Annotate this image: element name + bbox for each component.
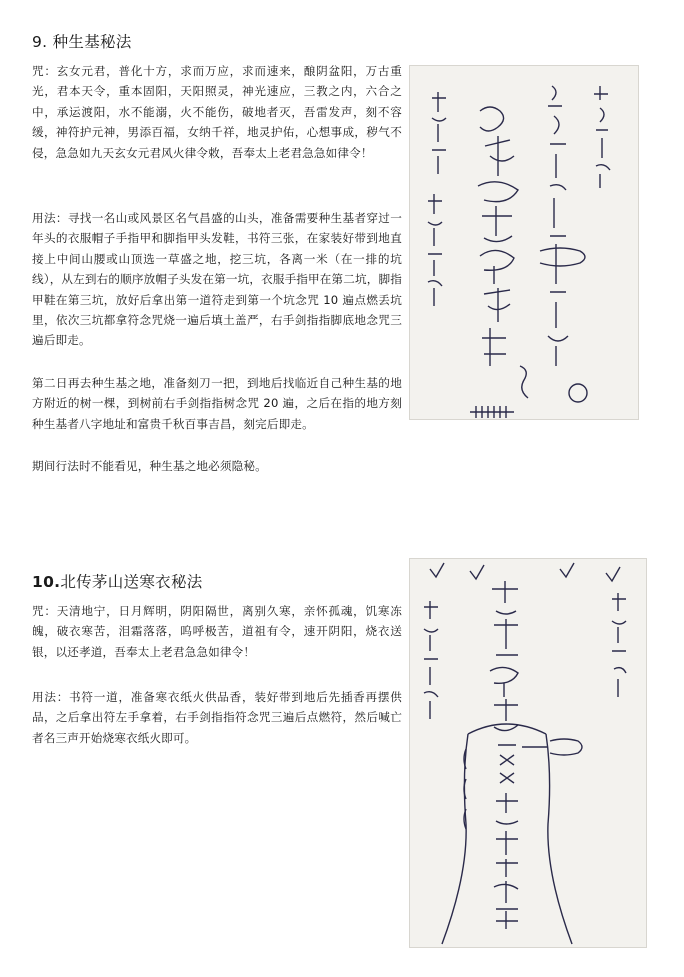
glyph-stroke	[496, 793, 518, 824]
section-title	[32, 30, 132, 52]
glyph-stroke	[485, 136, 514, 176]
section-number: 9.	[32, 33, 48, 51]
glyph-stroke	[490, 667, 518, 697]
section-title-text: 种生基秘法	[52, 33, 132, 51]
glyph-stroke	[432, 92, 446, 174]
glyph-stroke	[612, 593, 626, 697]
glyph-stroke	[478, 182, 518, 202]
glyph-stroke	[494, 881, 518, 929]
talisman-photo-1	[409, 65, 639, 420]
glyph-stroke	[496, 831, 518, 877]
note-paragraph: 期间行法时不能看见，种生基之地必须隐秘。	[32, 459, 267, 473]
hash-marks	[470, 406, 514, 418]
glyph-stroke	[424, 601, 438, 719]
usage-paragraph: 用法：书符一道，准备寒衣纸火供品香，装好带到地后先插香再摆供品，之后拿出符左手拿着，右手剑指指符念咒三遍后点燃符，然后喊亡者名三声开始烧寒衣纸火即可。	[32, 690, 402, 745]
glyph-stroke	[480, 107, 504, 131]
glyph-stroke	[498, 745, 516, 783]
glyph-stroke	[484, 288, 510, 322]
glyph-stroke	[428, 194, 442, 306]
incantation-paragraph: 咒：天清地宁，日月辉明，阴阳隔世，离别久寒，亲怀孤魂，饥寒冻魄，破衣寒苦，泪霜落落，呜呼极苦，道祖有令，速开阴阳，烧衣送银，以还孝道，吾奉太上老君急急如律令！	[32, 604, 402, 659]
glyph-stroke	[494, 619, 518, 655]
glyph-stroke	[480, 250, 514, 284]
annotation-bubble	[540, 248, 585, 266]
section-title	[32, 570, 203, 592]
glyph-stroke	[482, 206, 512, 242]
glyph-stroke	[482, 328, 506, 366]
talisman-drawing-1	[410, 66, 639, 420]
section-number: 10.	[32, 573, 61, 591]
section-title-text: 北传茅山送寒衣秘法	[60, 573, 203, 591]
incantation-paragraph: 咒：玄女元君，普化十方，求而万应，求而速来，酿阴盆阳，万古重光，君本天令，重本固阳，天阳照灵，神光速应，三教之内，六合之中，承运渡阳，水不能溺，火不能伤，破地者灭，吾雷发声，刻不容缓，神符护元神，男添百福，女纳千祥，地灵护佑，心想事成，秽气不侵，急急如九天玄女元君风火律令敕，吾奉太上老君急急如律令！	[32, 64, 402, 160]
talisman-body-outline	[442, 724, 572, 944]
glyph-stroke	[492, 581, 518, 614]
glyph-stroke	[548, 86, 568, 366]
seal-circle	[569, 384, 587, 402]
glyph-stroke	[594, 86, 610, 188]
check-marks	[430, 563, 620, 581]
talisman-photo-2	[409, 558, 647, 948]
usage-paragraph: 用法：寻找一名山或风景区名气昌盛的山头，准备需要种生基者穿过一年头的衣服帽子手指甲和脚指甲头发鞋，书符三张，在家装好带到地直接上中间山腰或山顶选一草盛之地，挖三坑，各离一米（在一排的坑线），从左到右的顺序放帽子头发在第一坑，衣服手指甲在第二坑，脚指甲鞋在第三坑，放好后拿出第一道符走到第一个坑念咒 10 遍点燃丢坑里，依次三坑都拿符念咒烧一遍后填土盖严，右手剑指指脚底地念咒三遍后即走。	[32, 211, 403, 348]
glyph-stroke	[494, 699, 518, 731]
glyph-stroke	[520, 366, 528, 398]
annotation-bubble	[522, 739, 582, 755]
talisman-drawing-2	[410, 559, 647, 948]
second-day-paragraph: 第二日再去种生基之地，准备刻刀一把，到地后找临近自己种生基的地方附近的树一棵，到树前右手剑指指树念咒 20 遍，之后在指的地方刻种生基者八字地址和富贵千秋百事吉昌，刻完后即走。	[32, 376, 402, 431]
